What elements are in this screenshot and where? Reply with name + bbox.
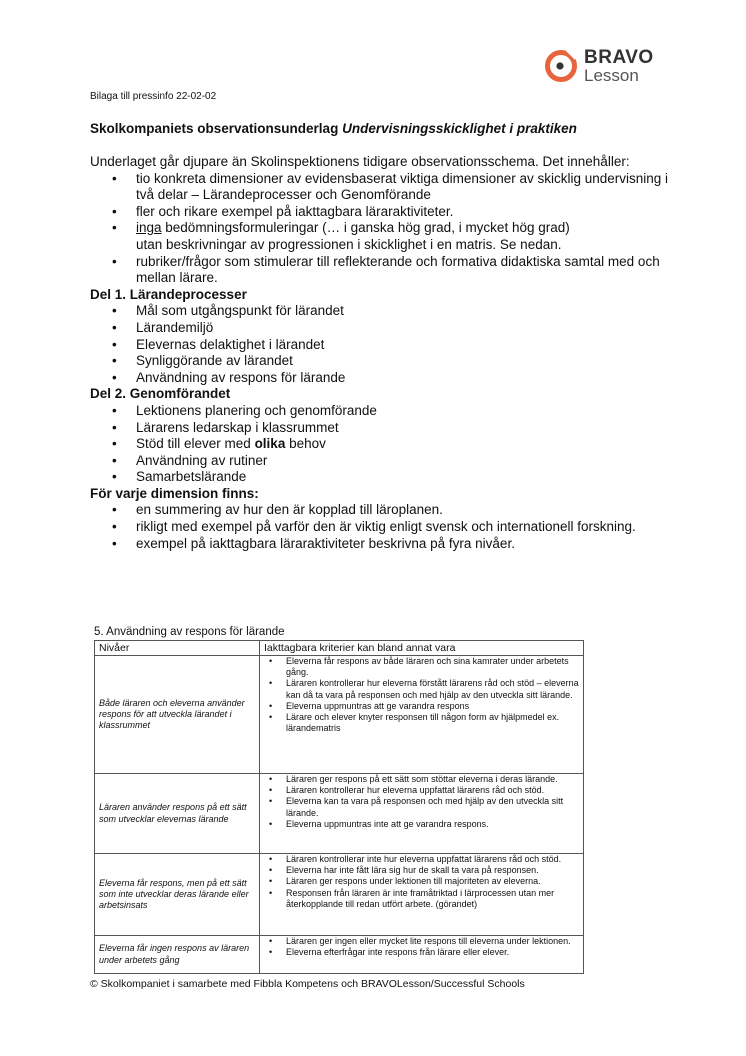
table-caption: 5. Användning av respons för lärande (94, 626, 285, 638)
section-heading-del2: Del 2. Genomförandet (90, 386, 231, 402)
list-item: • Lärandemiljö (90, 320, 670, 337)
list-item-text: Stöd till elever med (136, 436, 255, 452)
criteria-item: • Läraren ger respons under lektionen till majoriteten av eleverna. (260, 876, 581, 887)
section-heading-dimension: För varje dimension finns: (90, 485, 259, 501)
dimension-list (90, 502, 670, 552)
underlined-word: inga (136, 220, 162, 236)
list-item (90, 436, 670, 453)
logo-sub-text: Lesson (584, 66, 639, 85)
intro-list (90, 171, 670, 287)
list-item: • Mål som utgångspunkt för lärandet (90, 303, 670, 320)
list-item: • Synliggörande av lärandet (90, 353, 670, 370)
criteria-item: • Eleverna uppmuntras inte att ge varandra respons. (260, 819, 581, 830)
list-item: • Användning av respons för lärande (90, 370, 670, 387)
criteria-cell (260, 936, 584, 974)
del2-list (90, 403, 670, 486)
section-heading-del1: Del 1. Lärandeprocesser (90, 286, 247, 302)
criteria-item: • Responsen från läraren är inte framåtriktad i lärprocessen utan mer återkopplande till redan utfört arbete. (görandet) (260, 888, 581, 910)
bravo-logo-mark-icon (544, 49, 578, 83)
list-item: • rubriker/frågor som stimulerar till reflekterande och formativa didaktiska samtal med och mellan lärare. (90, 254, 670, 287)
table-row (95, 936, 584, 974)
intro-text: Underlaget går djupare än Skolinspektionens tidigare observationsschema. Det innehåller: (90, 154, 630, 169)
table-row (95, 656, 584, 774)
document-title (90, 121, 577, 136)
list-item-text: bedömningsformuleringar (… i ganska hög grad, i mycket hög grad) (161, 220, 570, 236)
list-item: • en summering av hur den är kopplad till läroplanen. (90, 502, 670, 519)
copyright-footer: © Skolkompaniet i samarbete med Fibbla Kompetens och BRAVOLesson/Successful Schools (90, 978, 525, 990)
column-header-criteria: Iakttagbara kriterier kan bland annat vara (260, 641, 584, 656)
document-body (90, 154, 670, 552)
list-item: • tio konkreta dimensioner av evidensbaserat viktiga dimensioner av skicklig undervisning i två delar – Lärandeprocesser och Genomförande (90, 171, 670, 204)
criteria-item: • Eleverna har inte fått lära sig hur de skall ta vara på responsen. (260, 865, 581, 876)
criteria-item: • Eleverna kan ta vara på responsen och med hjälp av den utveckla sitt lärande. (260, 796, 581, 818)
table-row (95, 854, 584, 936)
criteria-item: • Läraren ger ingen eller mycket lite respons till eleverna under lektionen. (260, 936, 581, 947)
attachment-note: Bilaga till pressinfo 22-02-02 (90, 91, 217, 102)
criteria-item: • Lärare och elever knyter responsen till någon form av hjälpmedel ex. lärandematris (260, 712, 581, 734)
bold-word: olika (254, 436, 286, 452)
level-cell: Både läraren och eleverna använder respons för att utveckla lärandet i klassrummet (95, 656, 260, 774)
observation-table (94, 640, 584, 974)
criteria-item: • Läraren kontrollerar hur eleverna förstått lärarens råd och stöd – eleverna kan då ta vara på responsen och med hjälp av den utveckla sitt lärande. (260, 678, 581, 700)
title-main: Skolkompaniets observationsunderlag (90, 121, 343, 136)
list-item: • fler och rikare exempel på iakttagbara läraraktiviteter. (90, 204, 670, 221)
criteria-item: • Läraren ger respons på ett sätt som stöttar eleverna i deras lärande. (260, 774, 581, 785)
list-item: • Användning av rutiner (90, 453, 670, 470)
table-header-row (95, 641, 584, 656)
criteria-item: • Läraren kontrollerar hur eleverna uppfattat lärarens råd och stöd. (260, 785, 581, 796)
criteria-cell (260, 656, 584, 774)
list-item (90, 220, 670, 253)
criteria-cell (260, 854, 584, 936)
list-item: • Lektionens planering och genomförande (90, 403, 670, 420)
level-cell: Eleverna får respons, men på ett sätt som inte utvecklar deras lärande eller arbetsinsats (95, 854, 260, 936)
list-item-text: behov (285, 436, 326, 452)
level-cell: Eleverna får ingen respons av läraren under arbetets gång (95, 936, 260, 974)
criteria-item: • Eleverna uppmuntras att ge varandra respons (260, 701, 581, 712)
list-item: • rikligt med exempel på varför den är viktig enligt svensk och internationell forskning. (90, 519, 670, 536)
bravo-lesson-logo (544, 46, 664, 86)
del1-list (90, 303, 670, 386)
list-item: • Elevernas delaktighet i lärandet (90, 337, 670, 354)
criteria-item: • Eleverna får respons av både läraren och sina kamrater under arbetets gång. (260, 656, 581, 678)
criteria-item: • Läraren kontrollerar inte hur eleverna uppfattat lärarens råd och stöd. (260, 854, 581, 865)
criteria-item: • Eleverna efterfrågar inte respons från lärare eller elever. (260, 947, 581, 958)
list-item: • exempel på iakttagbara läraraktiviteter beskrivna på fyra nivåer. (90, 536, 670, 553)
list-item: • Samarbetslärande (90, 469, 670, 486)
title-italic: Undervisningsskicklighet i praktiken (342, 121, 577, 136)
logo-brand-text: BRAVO (584, 47, 654, 68)
list-item-text: utan beskrivningar av progressionen i skicklighet i en matris. Se nedan. (136, 236, 562, 252)
level-cell: Läraren använder respons på ett sätt som utvecklar elevernas lärande (95, 774, 260, 854)
criteria-cell (260, 774, 584, 854)
table-row (95, 774, 584, 854)
list-item: • Lärarens ledarskap i klassrummet (90, 420, 670, 437)
column-header-levels: Nivåer (95, 641, 260, 656)
